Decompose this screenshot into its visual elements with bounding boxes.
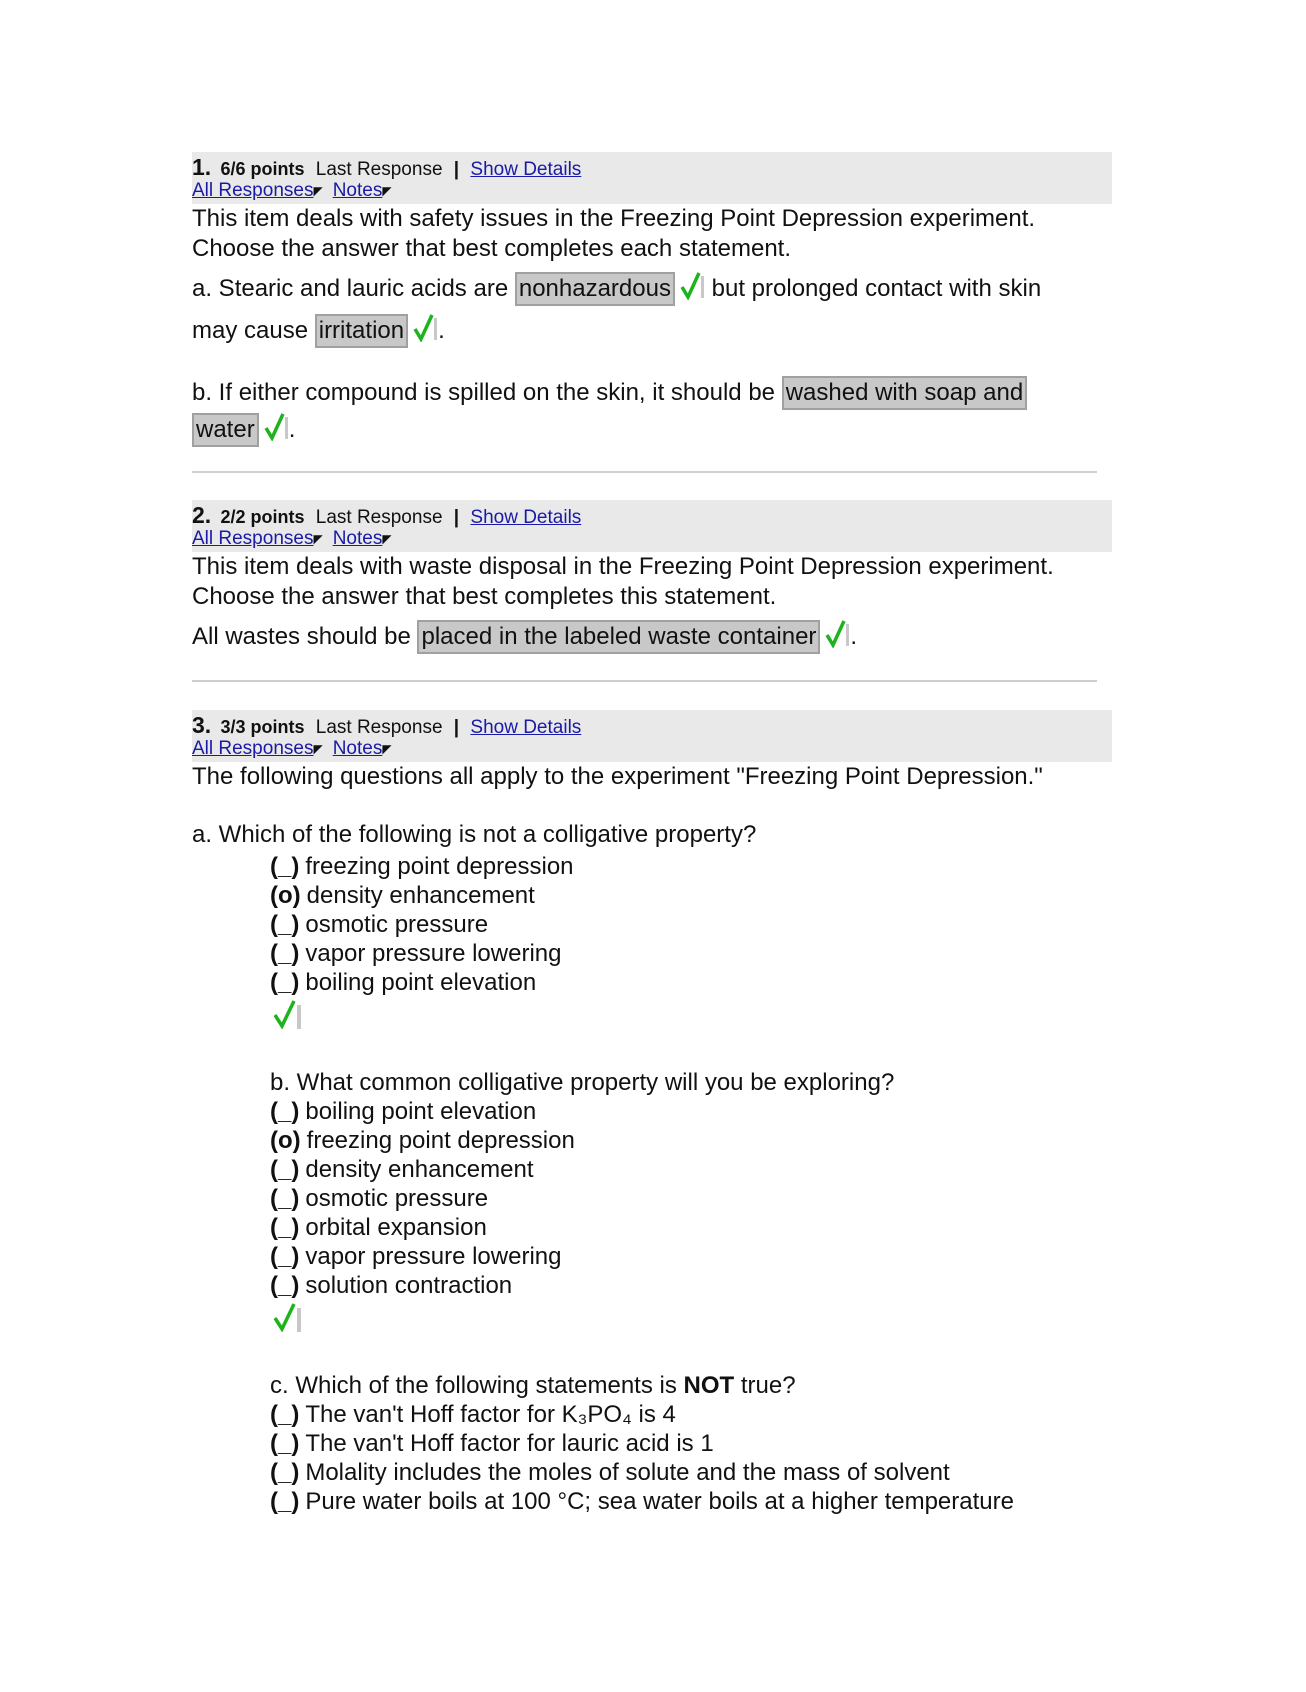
notes-link[interactable]: Notes [332, 528, 383, 549]
radio-button[interactable]: (_) [270, 1156, 300, 1183]
check-icon [679, 270, 705, 311]
question-number: 2. [192, 502, 212, 528]
question-2-header [192, 500, 1112, 552]
question-3 [192, 710, 1112, 849]
statement-text: a. Stearic and lauric acids are [192, 275, 509, 302]
option-label: Molality includes the moles of solute and the mass of solvent [305, 1459, 950, 1486]
option-label: freezing point depression [306, 1127, 575, 1154]
statement-text: All wastes should be [192, 623, 411, 650]
radio-button[interactable]: (_) [270, 1243, 300, 1270]
header-separator: | [453, 159, 460, 180]
header-separator: | [453, 507, 460, 528]
intro-line: Choose the answer that best completes this statement. [192, 583, 777, 610]
option[interactable] [270, 881, 1014, 910]
period: . [850, 623, 858, 650]
option-label: density enhancement [305, 1156, 534, 1183]
option-label: boiling point elevation [305, 969, 537, 996]
question-1-intro [192, 204, 1112, 264]
option[interactable] [270, 1458, 1014, 1487]
radio-button[interactable]: (_) [270, 853, 300, 880]
period: . [288, 416, 296, 443]
intro-line: Choose the answer that best completes each statement. [192, 235, 792, 262]
dropdown-tick-icon[interactable]: ◤ [382, 742, 392, 756]
option[interactable] [270, 1400, 1014, 1429]
statement-a-line1 [192, 270, 1112, 311]
option-label: The van't Hoff factor for lauric acid is 1 [305, 1430, 714, 1457]
statement-b-line1 [192, 375, 1112, 411]
radio-button[interactable]: (_) [270, 1214, 300, 1241]
option[interactable] [270, 1242, 1014, 1271]
intro-line: This item deals with safety issues in the Freezing Point Depression experiment. [192, 205, 1036, 232]
answer-field[interactable]: nonhazardous [515, 272, 675, 306]
answer-field[interactable]: placed in the labeled waste container [417, 620, 820, 654]
dropdown-tick-icon[interactable]: ◤ [382, 184, 392, 198]
statement-b-line2 [192, 411, 1112, 452]
radio-button[interactable]: (_) [270, 1401, 300, 1428]
option-label: vapor pressure lowering [305, 1243, 562, 1270]
radio-button[interactable]: (_) [270, 911, 300, 938]
question-2 [192, 500, 1112, 660]
radio-button[interactable]: (_) [270, 1185, 300, 1212]
show-details-link[interactable]: Show Details [470, 159, 582, 180]
last-response-label: Last Response [315, 717, 443, 738]
prompt-text: true? [740, 1372, 796, 1399]
last-response-label: Last Response [315, 159, 443, 180]
option-label: orbital expansion [305, 1214, 487, 1241]
statement-text: b. If either compound is spilled on the skin, it should be [192, 379, 776, 406]
option-label: solution contraction [305, 1272, 513, 1299]
answer-field[interactable]: irritation [315, 314, 408, 348]
answer-field[interactable]: washed with soap and [782, 376, 1028, 410]
dropdown-tick-icon[interactable]: ◤ [382, 532, 392, 546]
radio-button[interactable]: (_) [270, 1098, 300, 1125]
points-score: 6/6 points [220, 159, 305, 179]
question-divider [192, 471, 1097, 473]
option[interactable] [270, 1155, 1014, 1184]
points-score: 2/2 points [220, 507, 305, 527]
question-3a-prompt: a. Which of the following is not a colligative property? [192, 821, 757, 848]
option-label: osmotic pressure [305, 1185, 489, 1212]
option[interactable] [270, 1213, 1014, 1242]
option[interactable] [270, 852, 1014, 881]
all-responses-link[interactable]: All Responses [192, 528, 314, 549]
option-label: boiling point elevation [305, 1098, 537, 1125]
dropdown-tick-icon[interactable]: ◤ [313, 532, 323, 546]
prompt-emphasis: NOT [683, 1372, 735, 1399]
dropdown-tick-icon[interactable]: ◤ [313, 184, 323, 198]
answer-field[interactable]: water [192, 413, 259, 447]
radio-button[interactable]: (_) [270, 1459, 300, 1486]
show-details-link[interactable]: Show Details [470, 717, 582, 738]
option-label: osmotic pressure [305, 911, 489, 938]
period: . [438, 317, 445, 344]
option[interactable] [270, 910, 1014, 939]
option[interactable] [270, 1184, 1014, 1213]
header-separator: | [453, 717, 460, 738]
notes-link[interactable]: Notes [332, 180, 383, 201]
question-divider [192, 680, 1097, 682]
radio-button[interactable]: (o) [270, 882, 301, 909]
question-number: 1. [192, 154, 212, 180]
dropdown-tick-icon[interactable]: ◤ [313, 742, 323, 756]
question-1-header [192, 152, 1112, 204]
intro-line: This item deals with waste disposal in the Freezing Point Depression experiment. [192, 553, 1054, 580]
last-response-label: Last Response [315, 507, 443, 528]
question-3-intro: The following questions all apply to the experiment "Freezing Point Depression." [192, 763, 1043, 790]
check-icon [270, 1300, 1014, 1334]
question-3a-options [270, 852, 1014, 1516]
option-label: Pure water boils at 100 °C; sea water boils at a higher temperature [305, 1488, 1014, 1515]
option[interactable] [270, 939, 1014, 968]
notes-link[interactable]: Notes [332, 738, 383, 759]
question-1 [192, 152, 1112, 452]
option-label: vapor pressure lowering [305, 940, 562, 967]
prompt-text: c. Which of the following statements is [270, 1372, 677, 1399]
radio-button[interactable]: (_) [270, 969, 300, 996]
question-3-header [192, 710, 1112, 762]
option[interactable] [270, 968, 1014, 997]
statement-a-line2 [192, 311, 1112, 355]
question-number: 3. [192, 712, 212, 738]
radio-button[interactable]: (_) [270, 1488, 300, 1515]
option-label: freezing point depression [305, 853, 574, 880]
points-score: 3/3 points [220, 717, 305, 737]
all-responses-link[interactable]: All Responses [192, 738, 314, 759]
option-label: density enhancement [306, 882, 535, 909]
question-2-intro [192, 552, 1112, 612]
option[interactable] [270, 1271, 1014, 1300]
radio-button[interactable]: (o) [270, 1127, 301, 1154]
option[interactable] [270, 1097, 1014, 1126]
statement-text: may cause [192, 317, 309, 344]
option[interactable] [270, 1126, 1014, 1155]
check-icon [270, 997, 1014, 1031]
check-icon [412, 312, 438, 355]
question-3c-prompt [270, 1371, 1014, 1400]
statement-text: but prolonged contact with skin [711, 275, 1042, 302]
all-responses-link[interactable]: All Responses [192, 180, 314, 201]
radio-button[interactable]: (_) [270, 1430, 300, 1457]
radio-button[interactable]: (_) [270, 940, 300, 967]
statement-line [192, 618, 1112, 660]
show-details-link[interactable]: Show Details [470, 507, 582, 528]
check-icon [263, 411, 289, 452]
option-label: The van't Hoff factor for K₃PO₄ is 4 [305, 1401, 676, 1428]
check-icon [824, 618, 850, 660]
option[interactable] [270, 1429, 1014, 1458]
radio-button[interactable]: (_) [270, 1272, 300, 1299]
option[interactable] [270, 1487, 1014, 1516]
question-3b-prompt: b. What common colligative property will you be exploring? [270, 1069, 895, 1096]
